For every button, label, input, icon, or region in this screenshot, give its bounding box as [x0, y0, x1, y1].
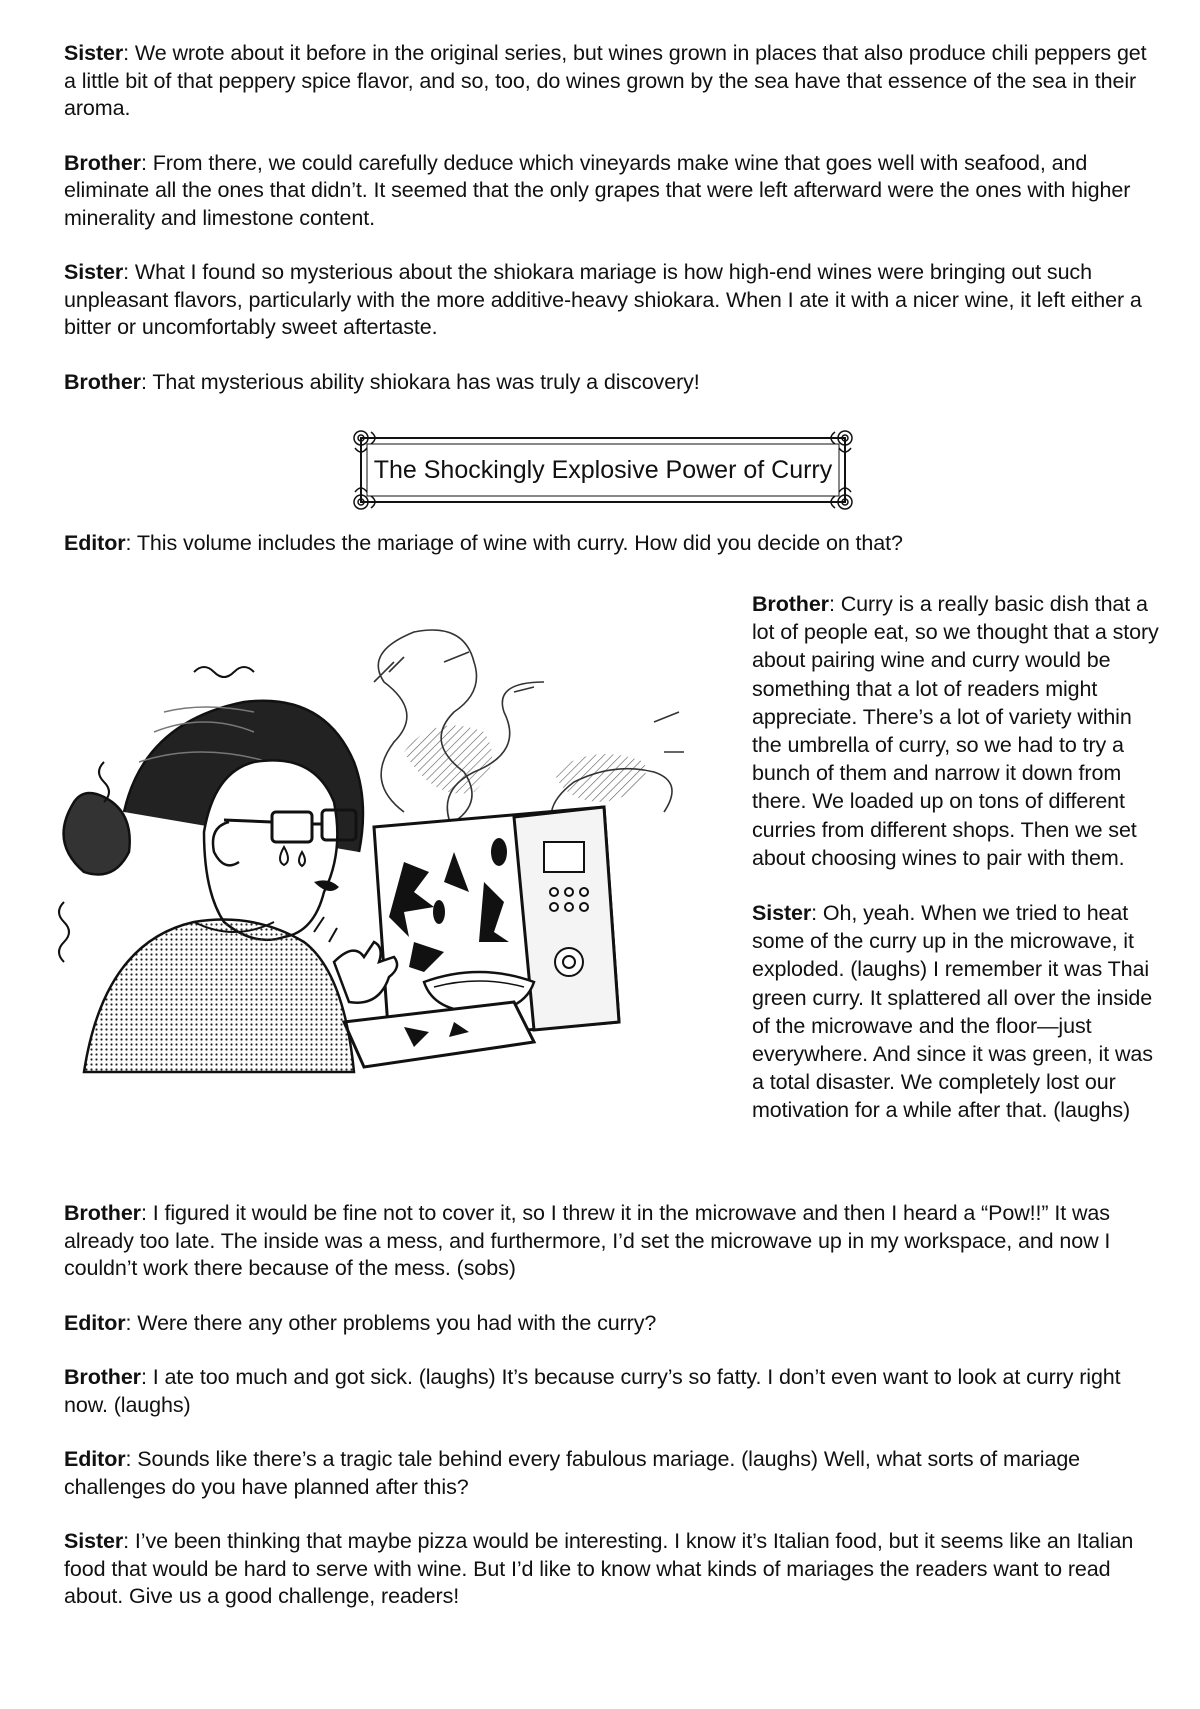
speaker-label: Sister — [752, 901, 812, 926]
section-title: The Shockingly Explosive Power of Curry — [373, 456, 833, 484]
paragraph-text: That mysterious ability shiokara has was truly a discovery! — [152, 369, 700, 394]
paragraph-text: Curry is a really basic dish that a lot of people eat, so we thought that a story about pairing wine and curry would be something that a lot of readers might appreciate. There’s a lot of variety within the umbrella of curry, so we had to try a bunch of them and narrow it down from there. We loaded up on tons of different curries from different shops. Then we set about choosing wines to pair with them. — [752, 592, 1159, 870]
side-column — [752, 590, 1162, 1125]
editor-question-paragraph: Editor: This volume includes the mariage of wine with curry. How did you decide on that? — [64, 531, 903, 555]
paragraph-text: Oh, yeah. When we tried to heat some of the curry up in the microwave, it exploded. (laughs) I remember it was Thai green curry. It splattered all over the inside of the microwave and the floor—just everywhere. And since it was green, it was a total disaster. We completely lost our motivation for a while after that. (laughs) — [752, 901, 1153, 1123]
closing-paragraph-4: Editor: Sounds like there’s a tragic tale behind every fabulous mariage. (laughs) Well, what sorts of mariage challenges do you have planned after this? — [64, 1447, 1081, 1499]
paragraph-text: This volume includes the mariage of wine with curry. How did you decide on that? — [136, 531, 903, 555]
paragraph-text: We wrote about it before in the original series, but wines grown in places that also produce chili peppers get a little bit of that peppery spice flavor, and so, too, do wines grown by the sea have that essence of the sea in their aroma. — [64, 41, 1147, 120]
closing-paragraph-5: Sister: I’ve been thinking that maybe pizza would be interesting. I know it’s Italian food, but it seems like an Italian food that would be hard to serve with wine. But I’d like to know what kinds of mariages the readers want to read about. Give us a good challenge, readers! — [64, 1529, 1134, 1608]
speaker-label: Brother — [64, 1201, 141, 1225]
paragraph-text: I figured it would be fine not to cover it, so I threw it in the microwave and then I heard a “Pow!!” It was already too late. The inside was a mess, and furthermore, I’d set the microwave up in my workspace, and now I couldn’t work there because of the mess. (sobs) — [64, 1201, 1111, 1280]
paragraph-text: Sounds like there’s a tragic tale behind every fabulous mariage. (laughs) Well, what sorts of mariage challenges do you have planned after this? — [64, 1447, 1081, 1499]
intro-paragraph-2: Brother: From there, we could carefully deduce which vineyards make wine that goes well with seafood, and eliminate all the ones that didn’t. It seemed that the only grapes that were left afterward were the ones with higher minerality and limestone content. — [64, 150, 1131, 230]
intro-paragraph-1: Sister: We wrote about it before in the original series, but wines grown in places that also produce chili peppers get a little bit of that peppery spice flavor, and so, too, do wines grown by the sea have that essence of the sea in their aroma. — [64, 41, 1147, 120]
paragraph-text: I ate too much and got sick. (laughs) It’s because curry’s so fatty. I don’t even want to look at curry right now. (laughs) — [64, 1365, 1121, 1417]
speaker-label: Sister — [64, 1529, 124, 1553]
speaker-label: Sister — [64, 41, 124, 65]
closing-section — [64, 1200, 1154, 1611]
speaker-label: Sister — [64, 260, 124, 284]
closing-paragraph-3: Brother: I ate too much and got sick. (laughs) It’s because curry’s so fatty. I don’t even want to look at curry right now. (laughs) — [64, 1365, 1121, 1417]
paragraph-text: From there, we could carefully deduce which vineyards make wine that goes well with seafood, and eliminate all the ones that didn’t. It seemed that the only grapes that were left afterward were the ones with higher minerality and limestone content. — [64, 150, 1131, 230]
closing-paragraph-2: Editor: Were there any other problems you had with the curry? — [64, 1310, 657, 1335]
speaker-label: Editor — [64, 531, 126, 555]
manga-illustration-icon — [44, 602, 744, 1102]
speaker-label: Brother — [64, 369, 141, 394]
paragraph-text: I’ve been thinking that maybe pizza would be interesting. I know it’s Italian food, but it seems like an Italian food that would be hard to serve with wine. But I’d like to know what kinds of mariages the readers want to read about. Give us a good challenge, readers! — [64, 1529, 1134, 1608]
side-paragraph-1: Brother: Curry is a really basic dish that a lot of people eat, so we thought that a story about pairing wine and curry would be something that a lot of readers might appreciate. There’s a lot of variety within the umbrella of curry, so we had to try a bunch of them and narrow it down from there. We loaded up on tons of different curries from different shops. Then we set about choosing wines to pair with them. — [752, 592, 1159, 870]
speaker-label: Editor — [64, 1447, 126, 1471]
intro-paragraph-4: Brother: That mysterious ability shiokara has was truly a discovery! — [64, 369, 700, 394]
speaker-label: Brother — [752, 592, 829, 616]
speaker-label: Editor — [64, 1310, 126, 1335]
intro-section — [64, 40, 1154, 396]
paragraph-text: What I found so mysterious about the shiokara mariage is how high-end wines were bringing out such unpleasant flavors, particularly with the more additive-heavy shiokara. When I ate it with a nicer wine, it left either a bitter or uncomfortably sweet aftertaste. — [64, 260, 1142, 339]
editor-question — [64, 530, 1154, 558]
illustration-microwave-explosion — [44, 602, 744, 1102]
closing-paragraph-1: Brother: I figured it would be fine not to cover it, so I threw it in the microwave and then I heard a “Pow!!” It was already too late. The inside was a mess, and furthermore, I’d set the microwave up in my workspace, and now I couldn’t work there because of the mess. (sobs) — [64, 1201, 1111, 1280]
speaker-label: Brother — [64, 150, 141, 175]
section-banner — [351, 428, 855, 512]
speaker-label: Brother — [64, 1365, 141, 1389]
intro-paragraph-3: Sister: What I found so mysterious about the shiokara mariage is how high-end wines were bringing out such unpleasant flavors, particularly with the more additive-heavy shiokara. When I ate it with a nicer wine, it left either a bitter or uncomfortably sweet aftertaste. — [64, 260, 1142, 339]
paragraph-text: Were there any other problems you had with the curry? — [137, 1310, 657, 1335]
side-paragraph-2: Sister: Oh, yeah. When we tried to heat some of the curry up in the microwave, it exploded. (laughs) I remember it was Thai green curry. It splattered all over the inside of the microwave and the floor—just everywhere. And since it was green, it was a total disaster. We completely lost our motivation for a while after that. (laughs) — [752, 901, 1153, 1123]
